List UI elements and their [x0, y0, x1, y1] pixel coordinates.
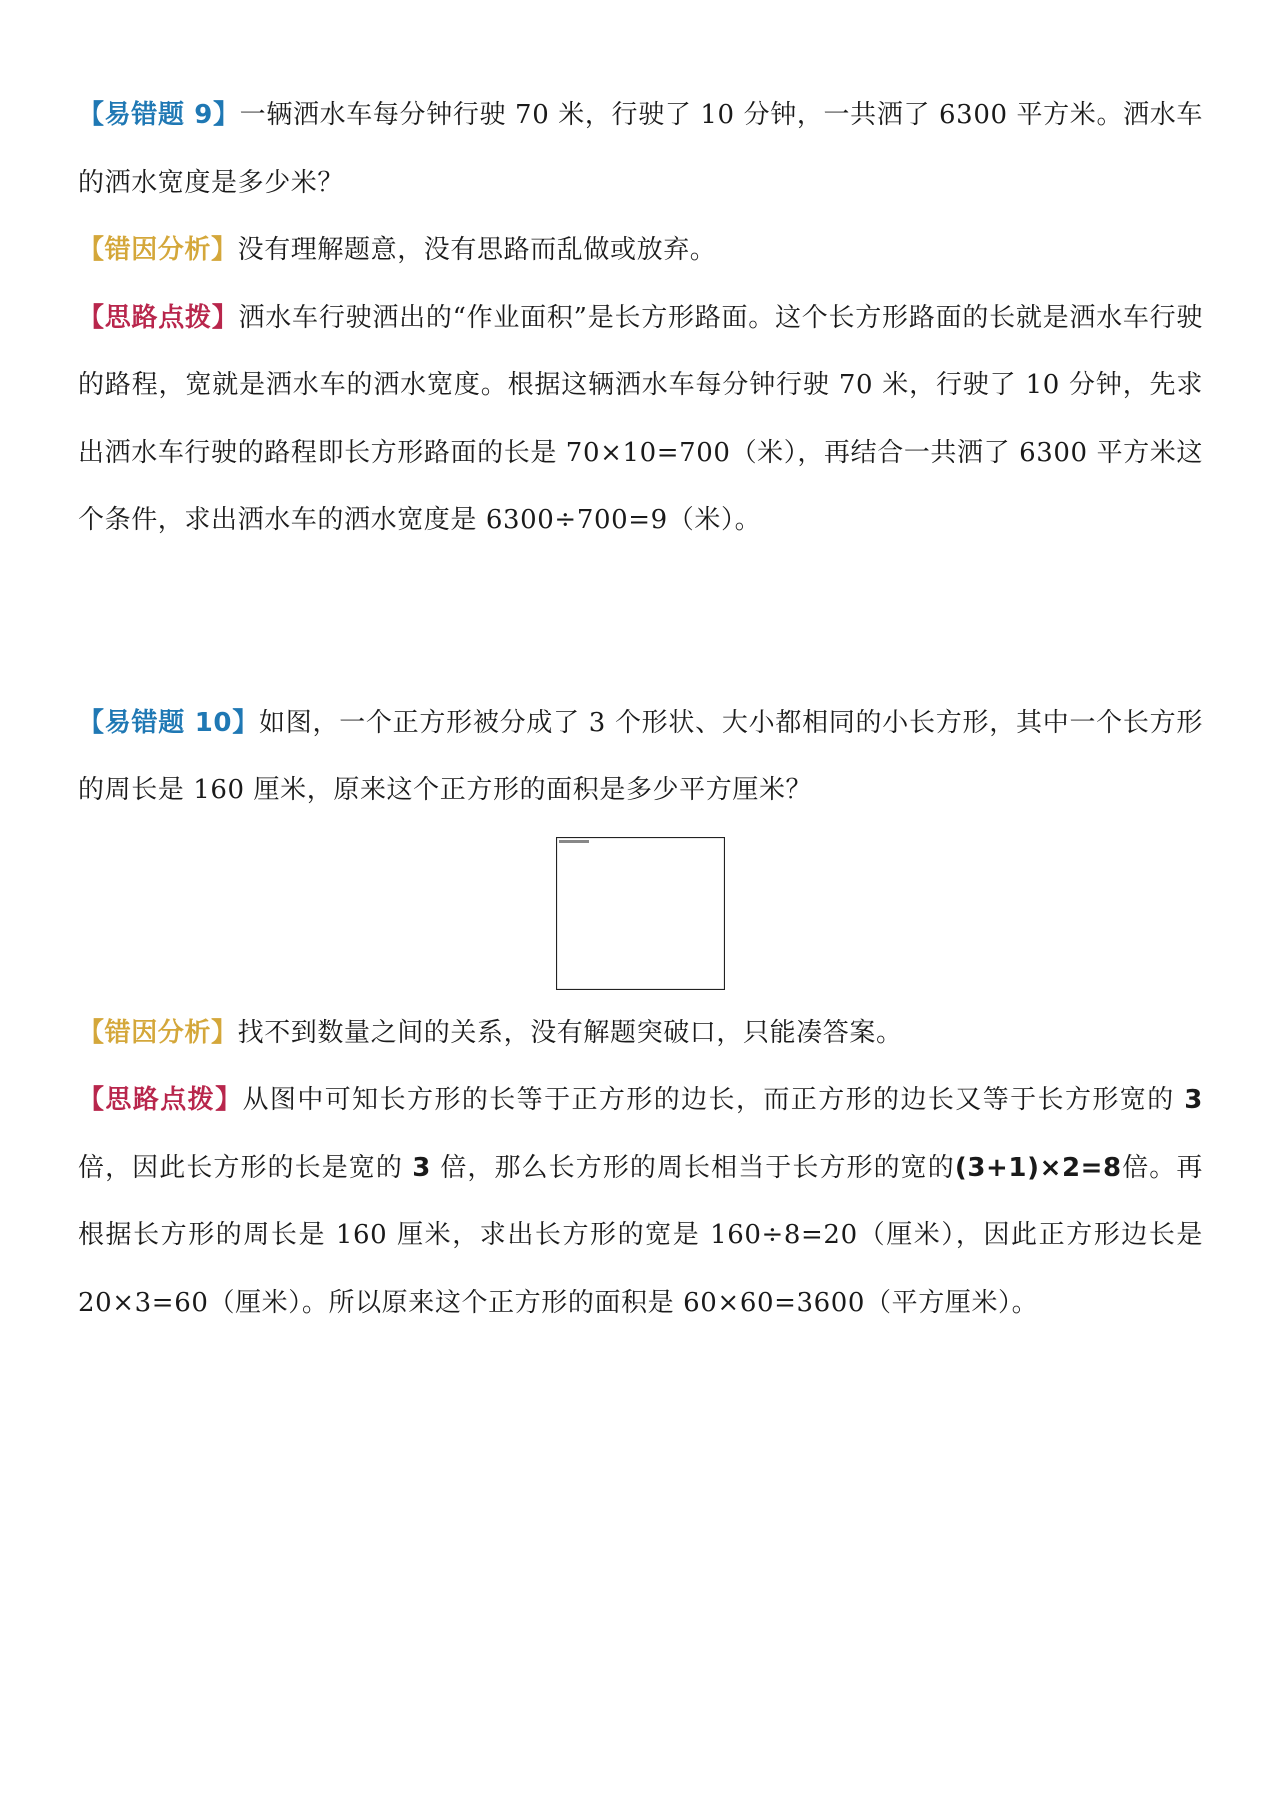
q10-question [78, 690, 1203, 825]
q9-error-tag: 【错因分析】 [78, 235, 238, 265]
q9-question-text: 一辆洒水车每分钟行驶 70 米，行驶了 10 分钟，一共洒了 6300 平方米。洒水车的洒水宽度是多少米？ [78, 100, 1203, 198]
q9-error-analysis [78, 217, 1203, 285]
q10-hint-num-2: 3 [412, 1152, 431, 1183]
q9-hint-tag: 【思路点拨】 [78, 302, 239, 333]
q9-question [78, 82, 1203, 217]
q9-hint-text: 洒水车行驶洒出的“作业面积”是长方形路面。这个长方形路面的长就是洒水车行驶的路程，宽就是洒水车的洒水宽度。根据这辆洒水车每分钟行驶 70 米，行驶了 10 分钟，先求出洒水车行驶的路程即长方形路面的长是 70×10=700（米），再结合一共洒了 6300 平方米这个条件，求出洒水车的洒水宽度是 6300÷700=9（米）。 [78, 302, 1203, 535]
q10-error-analysis [78, 1000, 1203, 1068]
q10-hint-tag: 【思路点拨】 [78, 1085, 243, 1115]
q10-error-tag: 【错因分析】 [78, 1017, 238, 1048]
q9-tag: 【易错题 9】 [78, 100, 240, 130]
q10-error-text: 找不到数量之间的关系，没有解题突破口，只能凑答案。 [237, 1017, 903, 1048]
square-figure [556, 837, 725, 990]
q10-question-text: 如图，一个正方形被分成了 3 个形状、大小都相同的小长方形，其中一个长方形的周长是 160 厘米，原来这个正方形的面积是多少平方厘米？ [78, 707, 1203, 805]
q10-hint-text-2: 倍，因此长方形的长是宽的 [78, 1152, 403, 1183]
q9-hint [78, 285, 1203, 555]
q10-hint-formula: (3+1)×2=8 [954, 1152, 1122, 1183]
figure-caption-mark [559, 840, 589, 843]
q10-hint-text-4: 倍。再根据长方形的周长是 160 厘米，求出长方形的宽是 160÷8=20（厘米），因此正方形边长是 20×3=60（厘米）。所以原来这个正方形的面积是 60×60=3600（平方厘米）。 [78, 1152, 1203, 1318]
section-gap [78, 555, 1203, 690]
q10-hint-text-1: 从图中可知长方形的长等于正方形的边长，而正方形的边长又等于长方形宽的 [242, 1085, 1175, 1115]
q10-hint-num-1: 3 [1184, 1085, 1203, 1115]
q10-hint [78, 1067, 1203, 1337]
q9-error-text: 没有理解题意，没有思路而乱做或放弃。 [237, 235, 717, 265]
figure-container [78, 825, 1203, 1000]
q10-hint-text-3: 倍，那么长方形的周长相当于长方形的宽的 [440, 1152, 955, 1183]
document-page [78, 82, 1203, 1337]
q10-tag: 【易错题 10】 [78, 707, 259, 738]
